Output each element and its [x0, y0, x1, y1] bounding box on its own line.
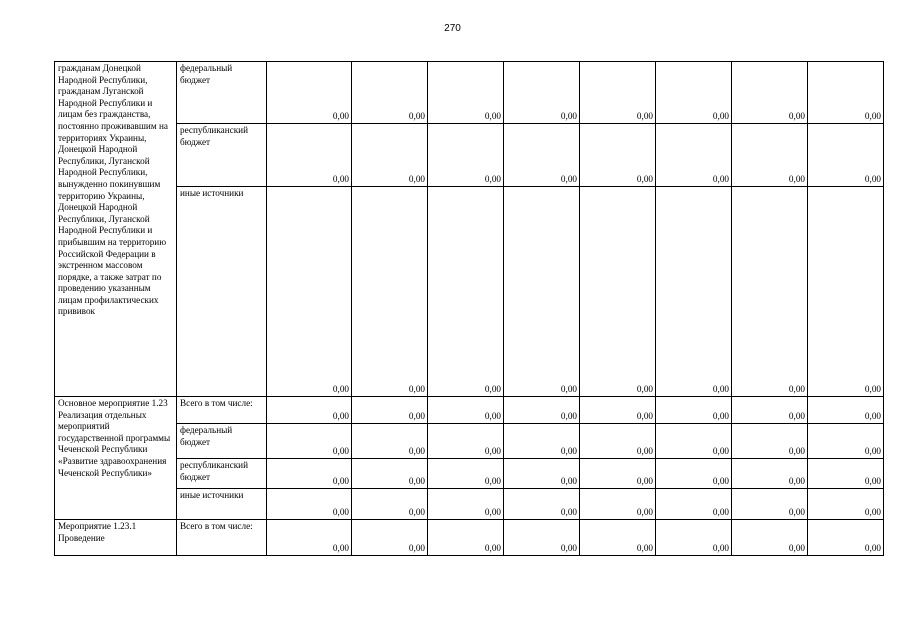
funding-source-cell: иные источники — [177, 187, 267, 397]
amount-cell: 0,00 — [352, 397, 428, 424]
funding-source-cell: федеральный бюджет — [177, 62, 267, 124]
table-row — [55, 124, 884, 187]
amount-cell: 0,00 — [732, 397, 808, 424]
amount-cell: 0,00 — [580, 187, 656, 397]
amount-cell: 0,00 — [808, 459, 884, 489]
amount-cell: 0,00 — [580, 489, 656, 520]
amount-cell: 0,00 — [352, 124, 428, 187]
amount-cell: 0,00 — [808, 124, 884, 187]
amount-cell: 0,00 — [504, 424, 580, 459]
amount-cell: 0,00 — [580, 397, 656, 424]
amount-cell: 0,00 — [656, 459, 732, 489]
amount-cell: 0,00 — [580, 520, 656, 556]
amount-cell: 0,00 — [352, 459, 428, 489]
amount-cell: 0,00 — [732, 424, 808, 459]
amount-cell: 0,00 — [504, 520, 580, 556]
amount-cell: 0,00 — [656, 124, 732, 187]
amount-cell: 0,00 — [428, 424, 504, 459]
amount-cell: 0,00 — [504, 397, 580, 424]
amount-cell: 0,00 — [732, 62, 808, 124]
amount-cell: 0,00 — [808, 397, 884, 424]
amount-cell: 0,00 — [267, 187, 352, 397]
budget-table — [54, 61, 884, 556]
table-row — [55, 397, 884, 424]
amount-cell: 0,00 — [352, 62, 428, 124]
funding-source-cell: Всего в том числе: — [177, 520, 267, 556]
amount-cell: 0,00 — [580, 424, 656, 459]
table-row — [55, 489, 884, 520]
amount-cell: 0,00 — [352, 187, 428, 397]
amount-cell: 0,00 — [732, 459, 808, 489]
table-row — [55, 62, 884, 124]
amount-cell: 0,00 — [267, 124, 352, 187]
table-row — [55, 187, 884, 397]
amount-cell: 0,00 — [580, 459, 656, 489]
page-number: 270 — [444, 23, 461, 34]
funding-source-cell: федеральный бюджет — [177, 424, 267, 459]
amount-cell: 0,00 — [428, 489, 504, 520]
amount-cell: 0,00 — [656, 62, 732, 124]
table-row — [55, 459, 884, 489]
amount-cell: 0,00 — [580, 124, 656, 187]
amount-cell: 0,00 — [504, 187, 580, 397]
amount-cell: 0,00 — [580, 62, 656, 124]
amount-cell: 0,00 — [352, 424, 428, 459]
amount-cell: 0,00 — [732, 124, 808, 187]
amount-cell: 0,00 — [656, 397, 732, 424]
amount-cell: 0,00 — [656, 520, 732, 556]
funding-source-cell: республиканский бюджет — [177, 124, 267, 187]
amount-cell: 0,00 — [732, 489, 808, 520]
funding-source-cell: иные источники — [177, 489, 267, 520]
measure-description-cell: Основное мероприятие 1.23 Реализация отдельных мероприятий государственной программы Чеченской Республики «Развитие здравоохранения Чеченской Республики» — [55, 397, 177, 520]
amount-cell: 0,00 — [656, 489, 732, 520]
amount-cell: 0,00 — [808, 424, 884, 459]
amount-cell: 0,00 — [428, 187, 504, 397]
funding-source-cell: Всего в том числе: — [177, 397, 267, 424]
amount-cell: 0,00 — [267, 424, 352, 459]
amount-cell: 0,00 — [428, 62, 504, 124]
amount-cell: 0,00 — [808, 489, 884, 520]
amount-cell: 0,00 — [808, 187, 884, 397]
amount-cell: 0,00 — [352, 489, 428, 520]
amount-cell: 0,00 — [428, 124, 504, 187]
table-row — [55, 424, 884, 459]
amount-cell: 0,00 — [808, 62, 884, 124]
amount-cell: 0,00 — [428, 397, 504, 424]
amount-cell: 0,00 — [656, 424, 732, 459]
amount-cell: 0,00 — [267, 520, 352, 556]
measure-description-cell: Мероприятие 1.23.1 Проведение — [55, 520, 177, 556]
table-row — [55, 520, 884, 556]
amount-cell: 0,00 — [267, 397, 352, 424]
amount-cell: 0,00 — [267, 489, 352, 520]
amount-cell: 0,00 — [504, 62, 580, 124]
amount-cell: 0,00 — [504, 489, 580, 520]
amount-cell: 0,00 — [267, 62, 352, 124]
amount-cell: 0,00 — [428, 520, 504, 556]
measure-description-cell: гражданам Донецкой Народной Республики, гражданам Луганской Народной Республики и лицам без гражданства, постоянно проживавшим на территориях Украины, Донецкой Народной Республики, Луганской Народной Республики, вынужденно покинувшим территорию Украины, Донецкой Народной Республики, Луганской Народной Республики и прибывшим на территорию Российской Федерации в экстренном массовом порядке, а также затрат по проведению указанным лицам профилактических прививок — [55, 62, 177, 397]
amount-cell: 0,00 — [267, 459, 352, 489]
amount-cell: 0,00 — [504, 124, 580, 187]
amount-cell: 0,00 — [808, 520, 884, 556]
amount-cell: 0,00 — [732, 520, 808, 556]
amount-cell: 0,00 — [428, 459, 504, 489]
amount-cell: 0,00 — [656, 187, 732, 397]
amount-cell: 0,00 — [504, 459, 580, 489]
funding-source-cell: республиканский бюджет — [177, 459, 267, 489]
amount-cell: 0,00 — [352, 520, 428, 556]
amount-cell: 0,00 — [732, 187, 808, 397]
